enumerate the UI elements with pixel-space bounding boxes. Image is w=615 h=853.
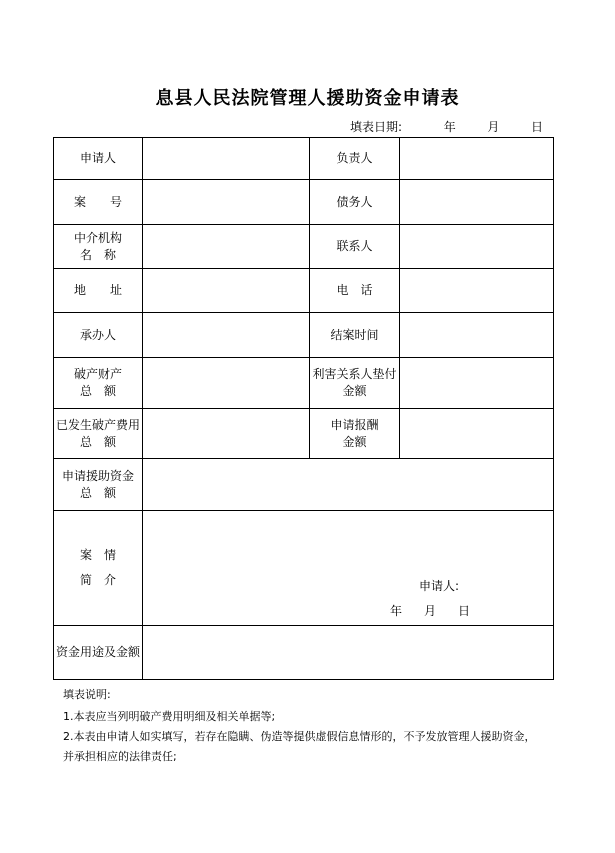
field-phone[interactable] [400, 269, 554, 313]
table-row [54, 459, 554, 511]
label-bankruptcy-assets-total: 破产财产 总 额 [54, 358, 143, 409]
instruction-item: 2.本表由申请人如实填写，若存在隐瞒、伪造等提供虚假信息情形的，不予发放管理人援助资金， [63, 730, 536, 743]
field-interested-party-advance[interactable] [400, 358, 554, 409]
field-applicant[interactable] [143, 138, 310, 180]
application-form-table [53, 137, 554, 680]
form-title: 息县人民法院管理人援助资金申请表 [155, 88, 460, 109]
instruction-item: 并承担相应的法律责任; [63, 750, 177, 763]
field-fund-usage[interactable] [143, 626, 554, 680]
table-row [54, 225, 554, 269]
field-agency-name[interactable] [143, 225, 310, 269]
label-fund-usage: 资金用途及金额 [54, 626, 143, 680]
table-row [54, 409, 554, 459]
fill-date-year: 年 [443, 120, 456, 134]
fill-date-month: 月 [487, 120, 500, 134]
table-row [54, 313, 554, 358]
table-row [54, 180, 554, 225]
field-contact[interactable] [400, 225, 554, 269]
field-case-number[interactable] [143, 180, 310, 225]
label-aid-total: 申请援助资金 总 额 [54, 459, 143, 511]
table-row [54, 511, 554, 626]
field-debtor[interactable] [400, 180, 554, 225]
label-case-number: 案 号 [54, 180, 143, 225]
instructions-heading: 填表说明: [63, 688, 111, 701]
label-debtor: 债务人 [310, 180, 400, 225]
table-row [54, 626, 554, 680]
label-agency-name: 中介机构 名 称 [54, 225, 143, 269]
label-requested-fee: 申请报酬 金额 [310, 409, 400, 459]
label-address: 地 址 [54, 269, 143, 313]
label-applicant: 申请人 [54, 138, 143, 180]
label-responsible-person: 负责人 [310, 138, 400, 180]
field-address[interactable] [143, 269, 310, 313]
label-incurred-costs-total: 已发生破产费用 总 额 [54, 409, 143, 459]
fill-date [350, 118, 543, 135]
fill-date-label: 填表日期: [350, 120, 403, 134]
field-requested-fee[interactable] [400, 409, 554, 459]
label-phone: 电 话 [310, 269, 400, 313]
instruction-item: 1.本表应当列明破产费用明细及相关单据等; [63, 710, 276, 723]
label-contact: 联系人 [310, 225, 400, 269]
label-interested-party-advance: 利害关系人垫付 金额 [310, 358, 400, 409]
field-closing-time[interactable] [400, 313, 554, 358]
table-row [54, 358, 554, 409]
label-case-summary: 案 情 简 介 [54, 511, 143, 626]
applicant-signature-label: 申请人: [419, 579, 460, 593]
field-bankruptcy-assets-total[interactable] [143, 358, 310, 409]
table-row [54, 269, 554, 313]
field-responsible-person[interactable] [400, 138, 554, 180]
fill-date-day: 日 [531, 120, 544, 134]
field-incurred-costs-total[interactable] [143, 409, 310, 459]
label-handler: 承办人 [54, 313, 143, 358]
case-summary-date: 年 月 日 [390, 604, 471, 618]
label-closing-time: 结案时间 [310, 313, 400, 358]
instructions [63, 685, 553, 767]
field-case-summary[interactable] [143, 511, 554, 626]
table-row [54, 138, 554, 180]
field-handler[interactable] [143, 313, 310, 358]
field-aid-total[interactable] [143, 459, 554, 511]
